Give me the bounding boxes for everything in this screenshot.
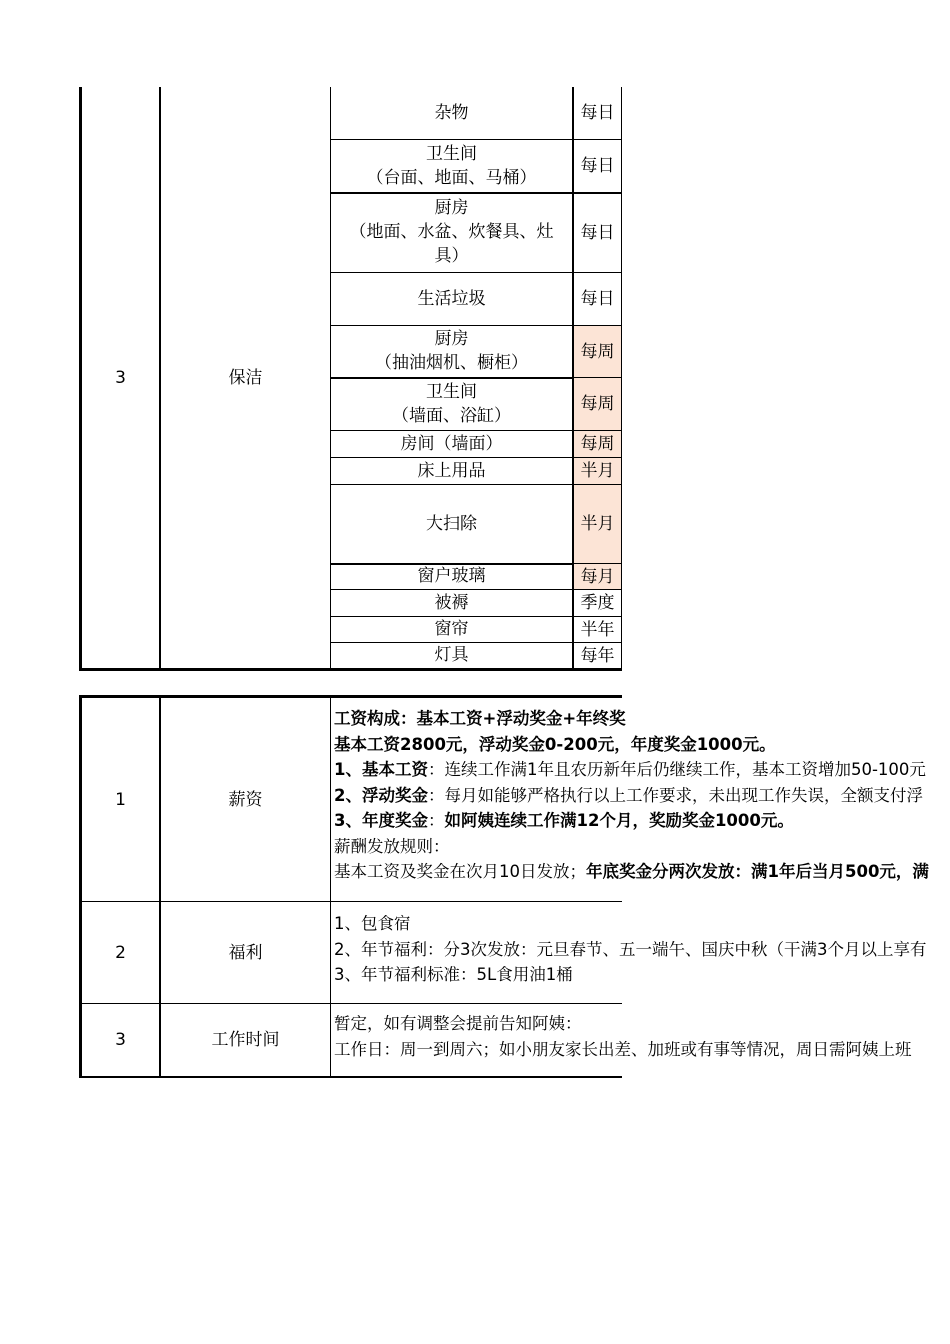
task-frequency: 季度 <box>580 593 615 613</box>
benefits-description <box>334 911 950 988</box>
text-span: ：连续工作满1年且农历新年后仍继续工作，基本工资增加50-100元 <box>427 760 926 779</box>
text-span: 工作日：周一到周六；如小朋友家长出差、加班或有事等情况，周日需阿姨上班 <box>334 1039 912 1059</box>
task-name: 生活垃圾 <box>417 288 486 309</box>
salary-description <box>334 706 950 885</box>
table-border <box>79 1076 622 1078</box>
task-frequency: 半月 <box>574 485 621 563</box>
description-line <box>334 962 950 988</box>
bold-text: 如阿姨连续工作满12个月，奖励奖金1000元。 <box>444 811 794 830</box>
table-border <box>330 695 331 1078</box>
task-name: 卫生间 （台面、地面、马桶） <box>366 143 537 188</box>
text-span: 基本工资及奖金在次月10日发放； <box>334 862 586 881</box>
text-span: 暂定，如有调整会提前告知阿姨： <box>334 1014 582 1033</box>
bold-text: 1、基本工资 <box>334 760 428 779</box>
task-name: 厨房 （地面、水盆、炊餐具、灶具） <box>349 198 554 266</box>
row-number: 3 <box>115 367 126 388</box>
bold-text: 基本工资2800元，浮动奖金0-200元，年度奖金1000元。 <box>334 734 776 754</box>
description-line <box>334 1037 950 1063</box>
task-name: 房间（墙面） <box>400 433 503 454</box>
category-label: 福利 <box>228 942 263 963</box>
task-frequency: 每日 <box>580 156 615 176</box>
description-line <box>334 732 950 758</box>
task-frequency: 每周 <box>574 431 621 457</box>
work-time-description <box>334 1011 950 1062</box>
task-name: 窗户玻璃 <box>417 566 486 586</box>
task-name: 卫生间 （墙面、浴缸） <box>392 381 511 426</box>
task-frequency: 每年 <box>580 645 615 666</box>
description-line <box>334 808 950 834</box>
task-frequency: 每月 <box>574 564 621 589</box>
bold-text: 工资构成：基本工资+浮动奖金+年终奖 <box>334 709 626 728</box>
task-name: 被褥 <box>434 592 469 613</box>
description-line <box>334 757 950 783</box>
text-span: ：每月如能够严格执行以上工作要求，未出现工作失误，全额支付浮 <box>427 785 923 805</box>
description-line <box>334 783 950 809</box>
row-number: 3 <box>115 1030 126 1050</box>
row-number: 1 <box>115 789 126 810</box>
bold-text: 年底奖金分两次发放：满1年后当月500元，满 <box>586 862 929 881</box>
text-span: 1、包食宿 <box>334 914 411 933</box>
row-number: 2 <box>115 942 126 963</box>
category-label: 薪资 <box>228 789 263 810</box>
table-border <box>79 668 622 671</box>
task-name: 厨房 （抽油烟机、橱柜） <box>375 329 528 373</box>
category-label: 保洁 <box>228 367 263 388</box>
bold-text: 3、年度奖金 <box>334 811 428 830</box>
text-span: 2、年节福利：分3次发放：元旦春节、五一端午、国庆中秋（干满3个月以上享有 <box>334 939 927 959</box>
task-name: 大扫除 <box>426 513 477 534</box>
task-frequency: 每日 <box>580 222 615 243</box>
task-frequency: 每日 <box>580 289 615 309</box>
task-frequency: 每周 <box>574 378 621 430</box>
description-line <box>334 911 950 937</box>
description-line <box>334 706 950 732</box>
task-name: 窗帘 <box>434 619 469 639</box>
description-line <box>334 937 950 963</box>
task-frequency: 半年 <box>580 619 615 640</box>
task-name: 灯具 <box>434 645 469 665</box>
description-line <box>334 1011 950 1037</box>
task-frequency: 每周 <box>574 326 621 377</box>
task-frequency: 每日 <box>580 103 615 123</box>
description-line <box>334 859 950 885</box>
text-span: ： <box>427 811 445 830</box>
text-span: 3、年节福利标准：5L食用油1桶 <box>334 965 573 984</box>
bold-text: 2、浮动奖金 <box>334 785 428 805</box>
task-name: 杂物 <box>434 103 469 123</box>
text-span: 薪酬发放规则： <box>334 836 450 856</box>
category-label: 工作时间 <box>211 1030 280 1050</box>
description-line <box>334 834 950 860</box>
task-name: 床上用品 <box>417 460 486 481</box>
task-frequency: 半月 <box>574 458 621 484</box>
